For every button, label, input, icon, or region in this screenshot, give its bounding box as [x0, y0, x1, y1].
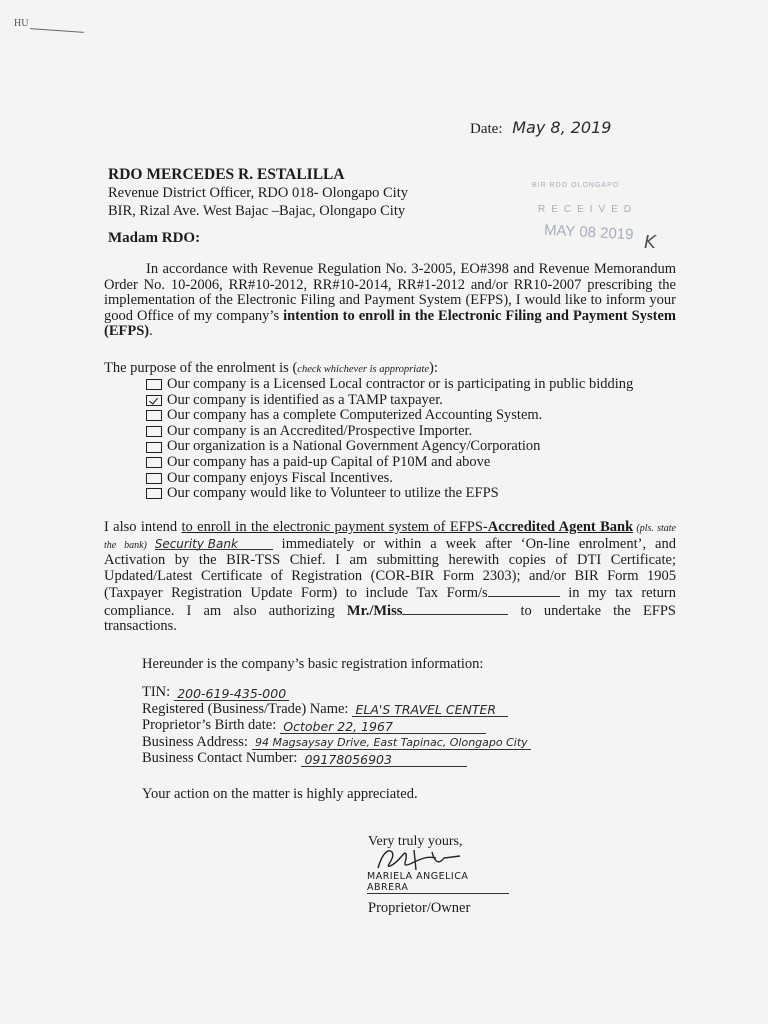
- option-item: [146, 408, 633, 424]
- date-value: May 8, 2019: [512, 118, 612, 137]
- authorized-label: Mr./Miss: [346, 602, 403, 619]
- birth-date-value[interactable]: October 22, 1967: [280, 720, 486, 734]
- registration-intro: Hereunder is the company’s basic registration information:: [142, 656, 484, 672]
- payment-text-2: immediately or within a week after ‘On-line enrolment’, and Activation by the BIR-TSS Chief. I am submitting herewith copies of DTI Certificate; Updated/Latest Certificate of Registration (COR-BIR Form 2303); and/or BIR Form 1905 (Taxpayer Registration Update Form) to include Tax Form/s: [104, 535, 676, 601]
- stamp-received: RECEIVED: [538, 204, 638, 215]
- bank-field[interactable]: [155, 537, 273, 550]
- option-item: [146, 393, 633, 409]
- option-item: [146, 486, 633, 502]
- business-address-field: [142, 734, 531, 751]
- payment-text-4: to undertake the EFPS transactions.: [104, 602, 676, 634]
- field-label: Registered (Business/Trade) Name:: [142, 700, 349, 717]
- option-checkbox[interactable]: [146, 426, 162, 437]
- birth-date-field: [142, 717, 531, 734]
- option-checkbox[interactable]: [146, 442, 162, 453]
- purpose-text: The purpose of the enrolment is (: [104, 360, 298, 376]
- contact-number-value[interactable]: 09178056903: [301, 753, 467, 767]
- corner-pen-stroke: [30, 28, 84, 33]
- closing-line: Very truly yours,: [368, 834, 463, 849]
- business-name-field: [142, 701, 531, 718]
- contact-number-field: [142, 750, 531, 767]
- field-label: Business Address:: [142, 733, 248, 750]
- stamp-office: BIR RDO OLONGAPO: [532, 182, 620, 189]
- addressee-name: RDO MERCEDES R. ESTALILLA: [108, 166, 345, 183]
- authorized-person-field[interactable]: [402, 602, 508, 615]
- purpose-line: [104, 360, 438, 377]
- intro-bold: intention to enroll in the Electronic Filing and Payment System (EFPS): [104, 307, 676, 339]
- option-item: [146, 471, 633, 487]
- appreciation-line: Your action on the matter is highly appreciated.: [142, 786, 418, 802]
- intro-end: .: [149, 323, 153, 339]
- signer-name: MARIELA ANGELICA ABRERA: [367, 871, 509, 894]
- option-checkbox[interactable]: [146, 488, 162, 499]
- option-label: Our company has a paid-up Capital of P10M and above: [167, 453, 491, 470]
- intro-paragraph: [104, 262, 676, 340]
- payment-text-3: in my tax return compliance. I am also authorizing: [104, 585, 676, 619]
- signer-role: Proprietor/Owner: [368, 900, 471, 916]
- salutation: Madam RDO:: [108, 230, 201, 246]
- field-label: Proprietor’s Birth date:: [142, 717, 277, 734]
- option-label: Our organization is a National Government Agency/Corporation: [167, 438, 541, 455]
- option-label: Our company would like to Volunteer to utilize the EFPS: [167, 485, 499, 502]
- option-checkbox[interactable]: [146, 473, 162, 484]
- intro-text: In accordance with Revenue Regulation No. 3-2005, EO#398 and Revenue Memorandum Order No. 10-2006, RR#10-2012, RR#10-2014, RR#1-2012 and/or RR10-2007 prescribing the implementation of the Electronic Filing and Payment System (EFPS), I would like to inform your good Office of my company’s: [104, 261, 676, 324]
- purpose-note: check whichever is appropriate: [297, 364, 429, 375]
- option-checkbox[interactable]: [146, 379, 162, 390]
- option-item: [146, 455, 633, 471]
- option-checkbox-checked[interactable]: [146, 395, 162, 406]
- option-checkbox[interactable]: [146, 457, 162, 468]
- payment-underlined: to enroll in the electronic payment system of EFPS-: [181, 519, 488, 535]
- received-stamp: [520, 180, 670, 253]
- payment-paragraph: [104, 520, 676, 635]
- option-item: [146, 377, 633, 393]
- field-label: TIN:: [142, 684, 171, 700]
- purpose-options: [146, 377, 633, 502]
- option-label: Our company enjoys Fiscal Incentives.: [167, 469, 393, 486]
- purpose-end: ):: [428, 360, 438, 376]
- option-checkbox[interactable]: [146, 410, 162, 421]
- addressee-address: BIR, Rizal Ave. West Bajac –Bajac, Olongapo City: [108, 203, 406, 219]
- payment-text: I also intend: [104, 519, 182, 535]
- tin-field: [142, 684, 531, 701]
- date-line: [470, 118, 611, 138]
- stamp-initial: K: [644, 232, 656, 253]
- addressee-title: Revenue District Officer, RDO 018- Olongapo City: [108, 185, 408, 201]
- signature-image: [370, 846, 490, 872]
- option-label: Our company has a complete Computerized Accounting System.: [167, 407, 543, 424]
- business-name-value[interactable]: ELA'S TRAVEL CENTER: [352, 703, 508, 717]
- payment-bank-heading: Accredited Agent Bank: [487, 519, 634, 535]
- option-label: Our company is an Accredited/Prospective Importer.: [167, 422, 473, 439]
- addressee-block: [108, 166, 408, 220]
- option-item: [146, 439, 633, 455]
- corner-mark: HU: [14, 18, 29, 29]
- business-address-value[interactable]: 94 Magsaysay Drive, East Tapinac, Olongapo City: [252, 736, 531, 750]
- stamp-date: MAY 08 2019: [543, 221, 634, 244]
- field-label: Business Contact Number:: [142, 750, 298, 767]
- tax-forms-field[interactable]: [488, 584, 560, 597]
- date-label: Date:: [470, 121, 503, 137]
- option-label: Our company is a Licensed Local contractor or is participating in public bidding: [167, 376, 634, 392]
- tin-value[interactable]: 200-619-435-000: [174, 687, 289, 701]
- option-label: Our company is identified as a TAMP taxpayer.: [167, 391, 443, 408]
- registration-fields: [142, 684, 531, 767]
- bank-value: Security Bank: [154, 536, 238, 551]
- payment-note: (pls. state the bank): [104, 523, 676, 551]
- option-item: [146, 424, 633, 440]
